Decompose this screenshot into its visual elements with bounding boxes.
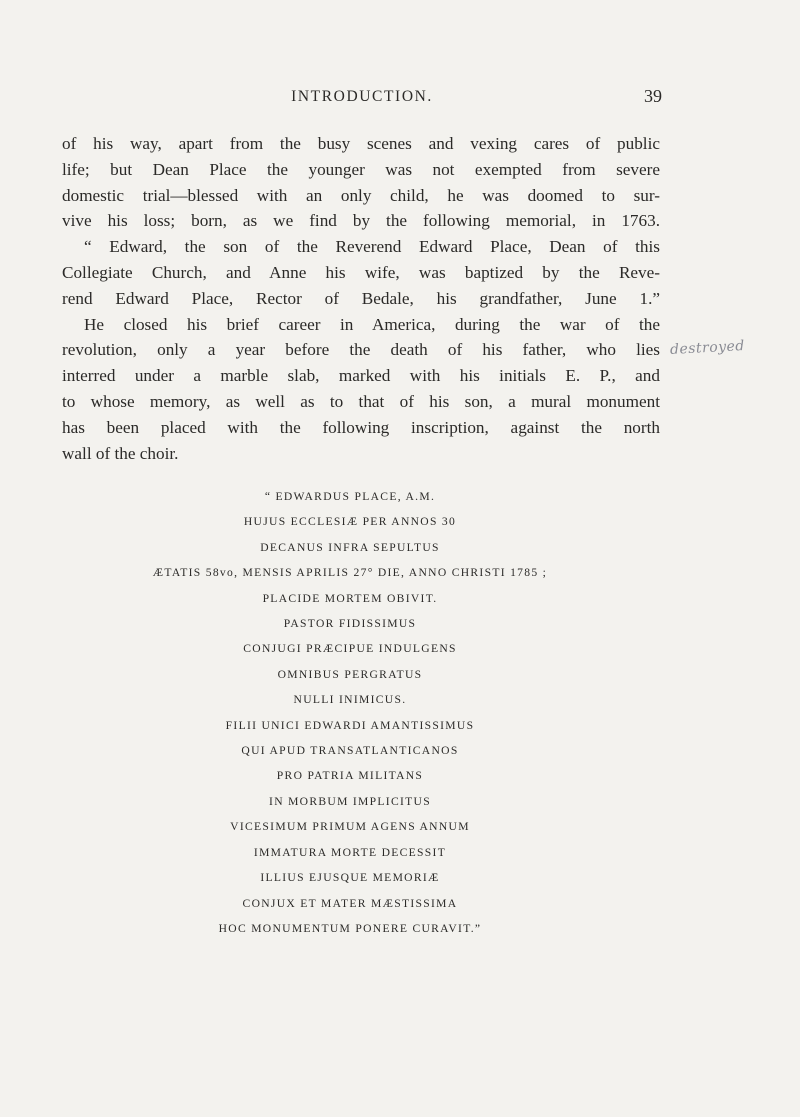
inscription-line: CONJUGI PRÆCIPUE INDULGENS [243, 642, 457, 656]
text-line: He closed his brief career in America, during the war of the [84, 314, 660, 334]
text-line: wall of the choir. [62, 443, 179, 463]
inscription-line: IN MORBUM IMPLICITUS [269, 794, 431, 808]
inscription-line: PLACIDE MORTEM OBIVIT. [262, 591, 438, 605]
text-line: rend Edward Place, Rector of Bedale, his grandfather, June 1.” [62, 288, 660, 308]
page-number: 39 [644, 86, 662, 106]
inscription-line: OMNIBUS PERGRATUS [277, 667, 423, 681]
body-text [62, 131, 660, 466]
text-line: life; but Dean Place the younger was not exempted from severe [62, 159, 660, 179]
paragraph-2 [62, 312, 660, 467]
inscription-line: ÆTATIS 58vo, MENSIS APRILIS 27° DIE, ANNO CHRISTI 1785 ; [152, 566, 548, 580]
handwritten-margin-note: destroyed [669, 338, 746, 358]
text-line: revolution, only a year before the death of his father, who lies [62, 340, 660, 360]
inscription-line: ILLIUS EJUSQUE MEMORIÆ [260, 871, 440, 885]
text-line: domestic trial—blessed with an only child, he was doomed to sur- [62, 185, 660, 205]
inscription-line: NULLI INIMICUS. [293, 693, 407, 707]
inscription-line: CONJUX ET MATER MÆSTISSIMA [242, 896, 458, 910]
text-line: Collegiate Church, and Anne his wife, was baptized by the Reve- [62, 262, 660, 282]
inscription-line: PASTOR FIDISSIMUS [283, 617, 417, 631]
inscription-line: IMMATURA MORTE DECESSIT [253, 845, 447, 859]
text-line: “ Edward, the son of the Reverend Edward Place, Dean of this [84, 237, 660, 257]
text-line: interred under a marble slab, marked with his initials E. P., and [62, 366, 660, 386]
inscription-line: HUJUS ECCLESIÆ PER ANNOS 30 [243, 515, 457, 529]
text-line: vive his loss; born, as we find by the following memorial, in 1763. [62, 211, 660, 231]
text-line: has been placed with the following inscription, against the north [62, 417, 660, 437]
inscription-line: FILII UNICI EDWARDI AMANTISSIMUS [225, 718, 475, 732]
page-header [62, 88, 662, 118]
inscription-line: DECANUS INFRA SEPULTUS [260, 540, 440, 554]
inscription-line: HOC MONUMENTUM PONERE CURAVIT.” [218, 921, 482, 935]
inscription-line: “ EDWARDUS PLACE, A.M. [264, 490, 436, 503]
running-title: INTRODUCTION. [291, 88, 433, 105]
paragraph-1 [62, 131, 660, 312]
inscription-line: PRO PATRIA MILITANS [276, 769, 424, 783]
inscription-line: QUI APUD TRANSATLANTICANOS [241, 744, 459, 758]
inscription-line: VICESIMUM PRIMUM AGENS ANNUM [230, 820, 470, 834]
monument-inscription [40, 484, 660, 941]
text-line: of his way, apart from the busy scenes and vexing cares of public [62, 134, 660, 153]
text-line: to whose memory, as well as to that of his son, a mural monument [62, 391, 660, 411]
